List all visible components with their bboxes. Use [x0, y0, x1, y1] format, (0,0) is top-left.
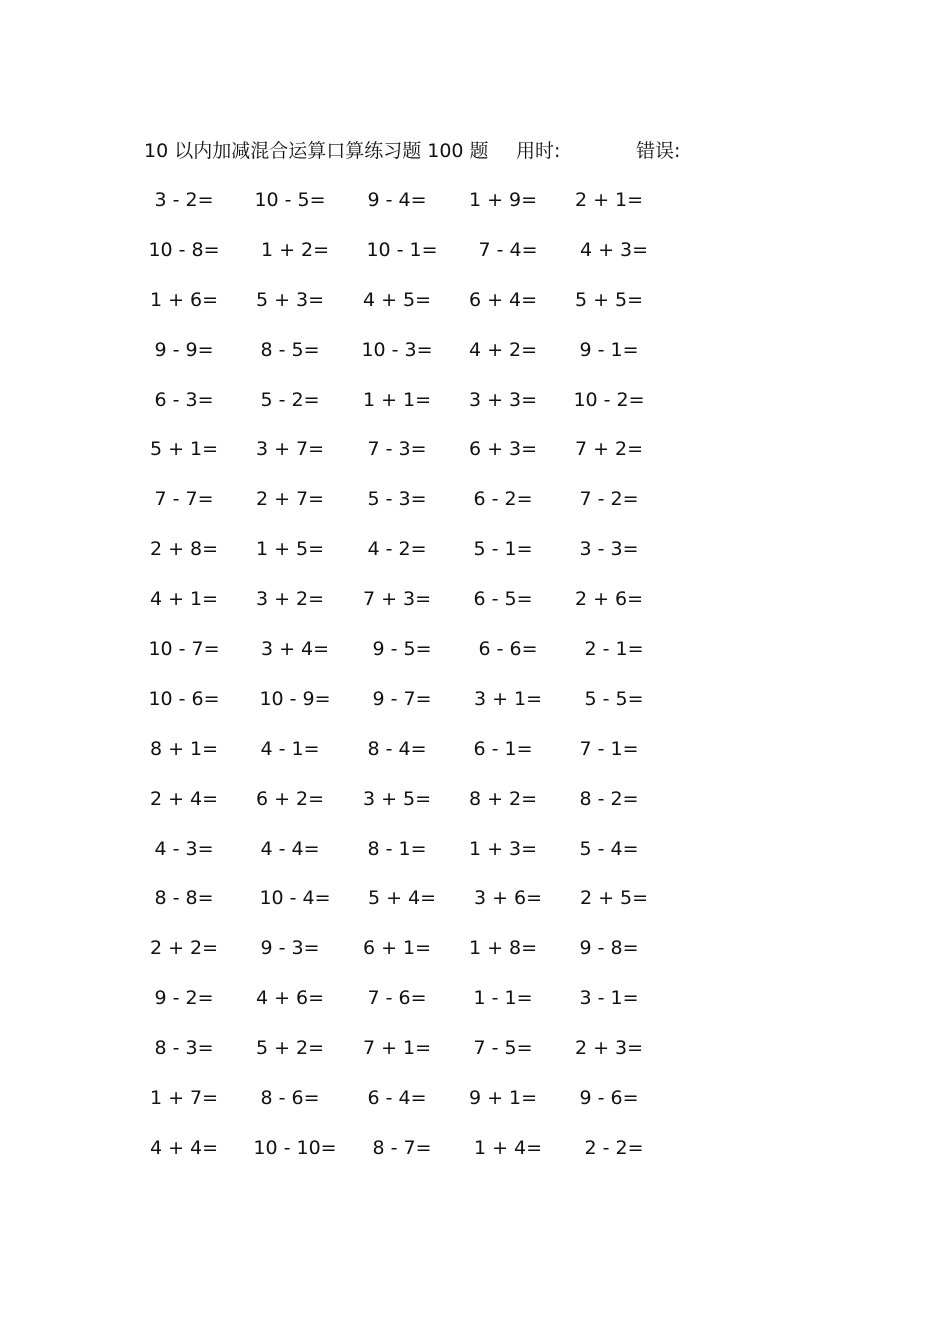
problem-item: 1 + 9= [468, 189, 538, 211]
problem-row [0, 434, 950, 484]
problem-item: 6 + 2= [255, 787, 325, 810]
problem-item: 5 + 3= [255, 288, 325, 311]
problem-item: 3 + 3= [468, 388, 538, 411]
problem-item: 5 + 5= [574, 288, 644, 311]
problem-row [0, 684, 950, 734]
problem-item: 5 - 4= [579, 837, 639, 860]
problem-item: 6 + 3= [468, 438, 538, 461]
time-used-label: 用时: [516, 140, 561, 162]
problem-item: 2 + 8= [149, 538, 219, 561]
problem-item: 10 - 9= [259, 687, 331, 710]
problem-item: 2 - 1= [584, 638, 644, 661]
problem-row [0, 285, 950, 335]
problem-row [0, 734, 950, 784]
problem-item: 3 + 4= [260, 638, 330, 661]
problem-item: 2 + 6= [574, 588, 644, 611]
problem-item: 5 - 5= [584, 687, 644, 710]
problem-item: 7 - 5= [473, 1037, 533, 1060]
problem-item: 2 + 3= [574, 1037, 644, 1060]
problem-row [0, 883, 950, 933]
problem-item: 1 + 3= [468, 837, 538, 860]
problem-item: 10 - 10= [253, 1136, 337, 1159]
problem-item: 3 + 5= [362, 787, 432, 810]
problem-item: 2 + 7= [255, 488, 325, 511]
problem-item: 6 - 4= [367, 1087, 427, 1110]
problem-item: 3 - 3= [579, 538, 639, 561]
problem-item: 3 + 6= [473, 887, 543, 910]
problem-row [0, 385, 950, 435]
problem-item: 4 + 6= [255, 987, 325, 1010]
problem-item: 2 + 4= [149, 787, 219, 810]
problem-item: 5 - 1= [473, 538, 533, 561]
problem-item: 6 + 4= [468, 288, 538, 311]
problem-item: 4 - 4= [260, 837, 320, 860]
problem-item: 8 - 8= [154, 887, 214, 910]
problem-item: 4 - 1= [260, 737, 320, 760]
problem-item: 7 - 2= [579, 488, 639, 511]
problem-item: 2 - 2= [584, 1136, 644, 1159]
problem-item: 7 + 1= [362, 1037, 432, 1060]
problem-item: 1 + 6= [149, 288, 219, 311]
problem-row [0, 784, 950, 834]
problem-item: 9 - 2= [154, 987, 214, 1010]
problem-item: 6 - 1= [473, 737, 533, 760]
problem-item: 6 - 5= [473, 588, 533, 611]
problem-item: 8 - 4= [367, 737, 427, 760]
problem-item: 8 - 7= [372, 1136, 432, 1159]
problem-item: 9 - 1= [579, 338, 639, 361]
problem-item: 9 - 5= [372, 638, 432, 661]
problem-row [0, 534, 950, 584]
problem-item: 9 + 1= [468, 1087, 538, 1110]
problem-item: 4 + 2= [468, 338, 538, 361]
problem-item: 1 + 1= [362, 388, 432, 411]
problem-item: 4 + 4= [149, 1136, 219, 1159]
problem-item: 10 - 6= [148, 687, 220, 710]
problem-row [0, 1033, 950, 1083]
problem-item: 6 - 2= [473, 488, 533, 511]
problem-item: 9 - 9= [154, 338, 214, 361]
problem-item: 8 + 1= [149, 737, 219, 760]
problem-item: 7 - 7= [154, 488, 214, 511]
problem-item: 9 - 8= [579, 937, 639, 960]
problem-item: 1 + 7= [149, 1087, 219, 1110]
problem-item: 10 - 5= [254, 189, 326, 211]
problem-item: 8 - 1= [367, 837, 427, 860]
problem-row [0, 185, 950, 235]
problem-item: 7 + 3= [362, 588, 432, 611]
problem-item: 4 - 2= [367, 538, 427, 561]
problem-item: 8 - 6= [260, 1087, 320, 1110]
problem-item: 8 + 2= [468, 787, 538, 810]
problem-row [0, 235, 950, 285]
worksheet-title: 10 以内加减混合运算口算练习题 100 题 [144, 140, 489, 162]
problem-item: 6 + 1= [362, 937, 432, 960]
problem-row [0, 634, 950, 684]
problem-item: 10 - 4= [259, 887, 331, 910]
problem-item: 2 + 2= [149, 937, 219, 960]
errors-label: 错误: [636, 140, 681, 162]
problem-item: 2 + 5= [579, 887, 649, 910]
problem-item: 10 - 1= [366, 238, 438, 261]
problem-item: 7 + 2= [574, 438, 644, 461]
problem-item: 1 - 1= [473, 987, 533, 1010]
problem-item: 7 - 6= [367, 987, 427, 1010]
problem-item: 7 - 4= [478, 238, 538, 261]
problem-item: 7 - 1= [579, 737, 639, 760]
problem-item: 9 - 7= [372, 687, 432, 710]
problem-row [0, 484, 950, 534]
problem-item: 10 - 8= [148, 238, 220, 261]
problem-item: 5 + 1= [149, 438, 219, 461]
problem-item: 1 + 8= [468, 937, 538, 960]
problem-item: 10 - 2= [573, 388, 645, 411]
problem-item: 4 + 3= [579, 238, 649, 261]
problem-row [0, 933, 950, 983]
problem-row [0, 1083, 950, 1133]
problem-item: 3 + 7= [255, 438, 325, 461]
problem-item: 4 + 1= [149, 588, 219, 611]
problem-row [0, 335, 950, 385]
problem-item: 7 - 3= [367, 438, 427, 461]
problem-item: 8 - 2= [579, 787, 639, 810]
problem-item: 9 - 6= [579, 1087, 639, 1110]
problem-item: 1 + 5= [255, 538, 325, 561]
problem-item: 3 + 1= [473, 687, 543, 710]
problem-row [0, 983, 950, 1033]
problem-item: 10 - 7= [148, 638, 220, 661]
problem-grid [0, 185, 950, 1183]
problem-item: 5 - 3= [367, 488, 427, 511]
problem-item: 4 + 5= [362, 288, 432, 311]
problem-row [0, 834, 950, 884]
problem-item: 5 + 4= [367, 887, 437, 910]
problem-item: 9 - 3= [260, 937, 320, 960]
problem-item: 6 - 3= [154, 388, 214, 411]
problem-item: 8 - 3= [154, 1037, 214, 1060]
problem-row [0, 584, 950, 634]
problem-item: 1 + 2= [260, 238, 330, 261]
problem-item: 3 - 2= [154, 189, 214, 211]
problem-item: 3 - 1= [579, 987, 639, 1010]
problem-item: 5 - 2= [260, 388, 320, 411]
problem-item: 10 - 3= [361, 338, 433, 361]
problem-item: 3 + 2= [255, 588, 325, 611]
problem-item: 1 + 4= [473, 1136, 543, 1159]
worksheet-header [0, 137, 950, 165]
problem-item: 6 - 6= [478, 638, 538, 661]
problem-item: 5 + 2= [255, 1037, 325, 1060]
problem-item: 2 + 1= [574, 189, 644, 211]
problem-item: 9 - 4= [367, 189, 427, 211]
problem-row [0, 1133, 950, 1183]
problem-item: 8 - 5= [260, 338, 320, 361]
problem-item: 4 - 3= [154, 837, 214, 860]
